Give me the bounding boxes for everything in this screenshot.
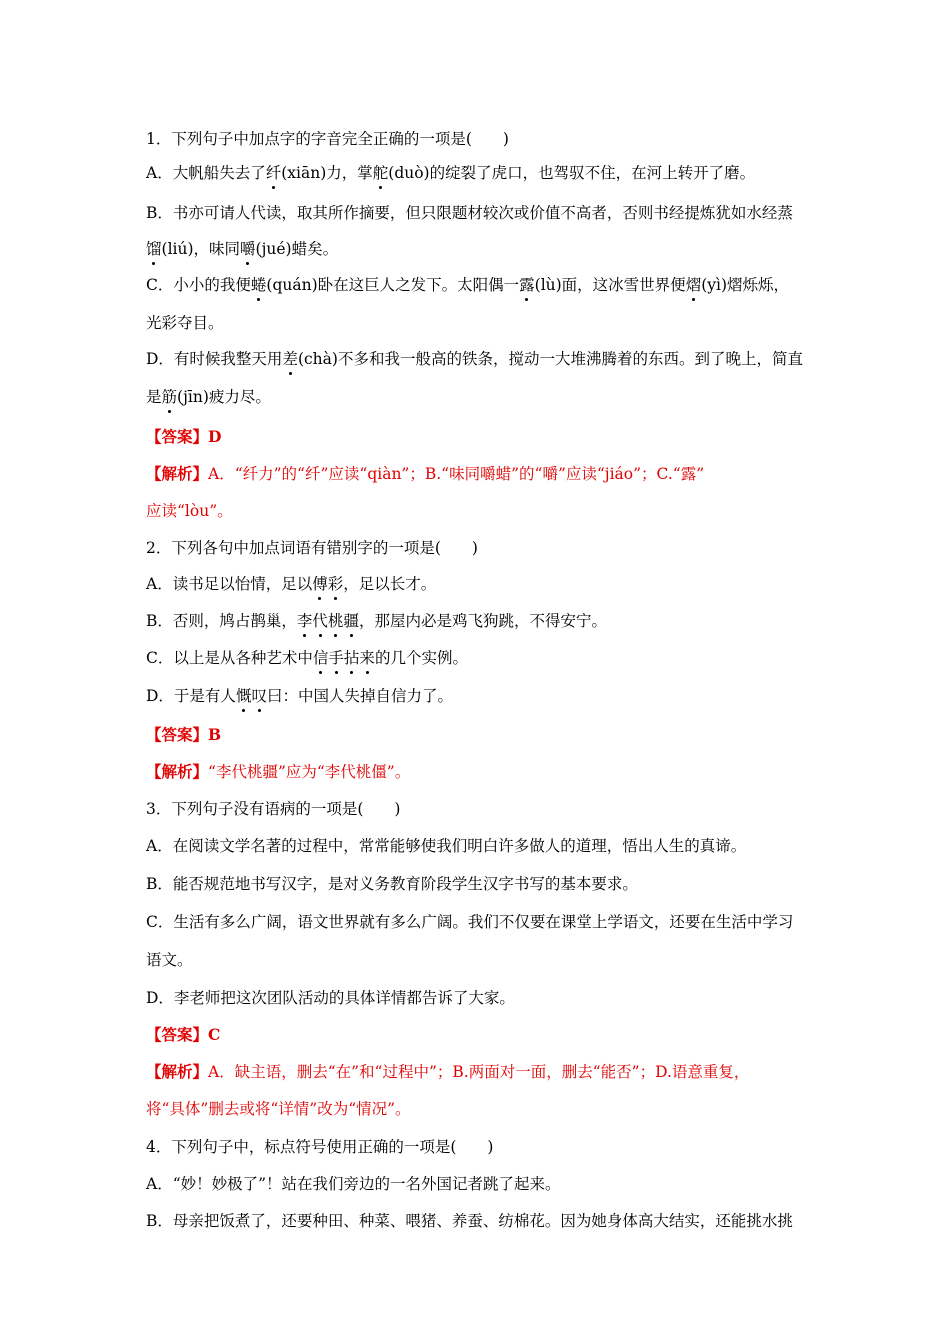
text-segment: A．读书足以怡情，足以: [146, 575, 313, 593]
text-segment: A．“妙！妙极了”！站在我们旁边的一名外国记者跳了起来。: [146, 1175, 561, 1193]
dotted-term: [251, 276, 267, 294]
dotted-term: [162, 388, 178, 406]
dotted-char: 傅: [312, 575, 328, 593]
dotted-term: [236, 687, 267, 705]
dotted-char: 彩: [327, 575, 344, 593]
answer-line: [146, 1024, 852, 1046]
question-stem: 3．下列句子没有语病的一项是( ): [146, 800, 401, 818]
option-line: [146, 949, 852, 971]
dotted-char: 拈: [343, 649, 360, 667]
option-line: [146, 685, 852, 707]
analysis-text: A．缺主语，删去“在”和“过程中”；B.两面对一面，删去“能否”；D.语意重复，: [208, 1063, 750, 1081]
dotted-char: 疆: [343, 612, 359, 630]
text-segment: (jué)蜡矣。: [255, 240, 339, 258]
option-line: [146, 1173, 852, 1195]
analysis-text: 将“具体”删去或将“详情”改为“情况”。: [146, 1100, 411, 1118]
option-line: [146, 647, 852, 669]
dotted-term: [240, 240, 256, 258]
text-segment: 是: [146, 388, 162, 406]
text-segment: B．否则，鸠占鹊巢，: [146, 612, 297, 630]
option-line: [146, 202, 852, 224]
option-line: [146, 573, 852, 595]
option-line: [146, 911, 852, 933]
text-segment: (xiān)力，掌: [281, 164, 373, 182]
option-line: [146, 386, 852, 408]
analysis-line: [146, 1061, 852, 1083]
dotted-char: 叹: [251, 687, 267, 705]
dotted-char: 露: [519, 276, 535, 294]
answer-label: 【答案】: [146, 427, 209, 446]
analysis-line: [146, 761, 852, 783]
text-segment: D．于是有人: [146, 687, 236, 705]
analysis-label: 【解析】: [146, 1062, 209, 1081]
analysis-line: [146, 463, 852, 485]
text-segment: B．能否规范地书写汉字，是对义务教育阶段学生汉字书写的基本要求。: [146, 875, 638, 893]
dotted-char: 纤: [265, 164, 282, 182]
option-line: [146, 987, 852, 1009]
text-segment: ，那屋内必是鸡飞狗跳，不得安宁。: [358, 612, 607, 630]
text-segment: C．小小的我便: [146, 276, 251, 294]
analysis-line: [146, 1098, 852, 1120]
text-segment: 曰：中国人失掉自信力了。: [266, 687, 453, 705]
dotted-term: [312, 575, 343, 593]
answer-line: [146, 724, 852, 746]
option-line: [146, 274, 852, 296]
answer-label: 【答案】: [146, 1025, 209, 1044]
dotted-char: 信: [312, 649, 329, 667]
text-segment: D．有时候我整天用: [146, 350, 283, 368]
dotted-term: [297, 612, 359, 630]
dotted-char: 筋: [161, 388, 178, 406]
dotted-char: 蜷: [250, 276, 267, 294]
dotted-char: 差: [282, 350, 298, 368]
option-line: [146, 1210, 852, 1232]
text-segment: (liú)，味同: [161, 240, 241, 258]
analysis-text: “李代桃疆”应为“李代桃僵”。: [208, 763, 411, 781]
text-segment: (yì)熠烁烁，: [701, 276, 790, 294]
dotted-char: 手: [328, 649, 344, 667]
question-stem: 4．下列句子中，标点符号使用正确的一项是( ): [146, 1138, 494, 1156]
option-line: [146, 312, 852, 334]
dotted-char: 桃: [327, 612, 344, 630]
question-stem: 1．下列句子中加点字的字音完全正确的一项是( ): [146, 130, 509, 148]
text-segment: (chà)不多和我一般高的铁条，搅动一大堆沸腾着的东西。到了晚上，简直: [297, 350, 803, 368]
dotted-term: [686, 276, 702, 294]
answer-value: B: [208, 725, 222, 744]
analysis-label: 【解析】: [146, 464, 209, 483]
dotted-char: 代: [312, 612, 328, 630]
option-line: [146, 835, 852, 857]
analysis-text: 应读“lòu”。: [146, 502, 233, 520]
text-segment: (lù)面，这冰雪世界便: [534, 276, 686, 294]
dotted-char: 舵: [372, 164, 389, 182]
text-segment: (quán)卧在这巨人之发下。太阳偶一: [266, 276, 520, 294]
answer-value: D: [208, 427, 222, 446]
dotted-char: 熠: [685, 276, 702, 294]
text-segment: ，足以长才。: [343, 575, 437, 593]
text-segment: 语文。: [146, 951, 193, 969]
analysis-line: [146, 500, 852, 522]
dotted-char: 馏: [146, 240, 162, 258]
question-stem: 2．下列各句中加点词语有错别字的一项是( ): [146, 539, 478, 557]
dotted-term: [146, 240, 162, 258]
answer-value: C: [208, 1025, 221, 1044]
dotted-char: 嚼: [240, 240, 256, 258]
analysis-text: A．“纤力”的“纤”应读“qiàn”；B.“味同嚼蜡”的“嚼”应读“jiáo”；C.“露”: [208, 465, 705, 483]
text-segment: B．母亲把饭煮了，还要种田、种菜、喂猪、养蚕、纺棉花。因为她身体高大结实，还能挑水挑: [146, 1212, 793, 1230]
answer-label: 【答案】: [146, 725, 209, 744]
text-segment: C．以上是从各种艺术中: [146, 649, 313, 667]
dotted-char: 来: [359, 649, 375, 667]
dotted-term: [266, 164, 282, 182]
dotted-term: [282, 350, 298, 368]
option-line: [146, 873, 852, 895]
analysis-label: 【解析】: [146, 762, 209, 781]
dotted-char: 李: [296, 612, 313, 630]
text-segment: (jīn)疲力尽。: [177, 388, 271, 406]
dotted-char: 慨: [235, 687, 252, 705]
text-segment: D．李老师把这次团队活动的具体详情都告诉了大家。: [146, 989, 515, 1007]
dotted-term: [373, 164, 389, 182]
option-line: [146, 610, 852, 632]
text-segment: 的几个实例。: [374, 649, 468, 667]
text-segment: 光彩夺目。: [146, 314, 224, 332]
option-line: [146, 348, 852, 370]
option-line: [146, 162, 852, 184]
dotted-term: [313, 649, 375, 667]
answer-line: [146, 426, 852, 448]
text-segment: A．在阅读文学名著的过程中，常常能够使我们明白许多做人的道理，悟出人生的真谛。: [146, 837, 747, 855]
text-segment: B．书亦可请人代读，取其所作摘要，但只限题材较次或价值不高者，否则书经提炼犹如水经蒸: [146, 204, 793, 222]
text-segment: C．生活有多么广阔，语文世界就有多么广阔。我们不仅要在课堂上学语文，还要在生活中学习: [146, 913, 794, 931]
text-segment: A．大帆船失去了: [146, 164, 266, 182]
option-line: [146, 238, 852, 260]
dotted-term: [519, 276, 535, 294]
text-segment: (duò)的绽裂了虎口，也驾驭不住，在河上转开了磨。: [388, 164, 756, 182]
